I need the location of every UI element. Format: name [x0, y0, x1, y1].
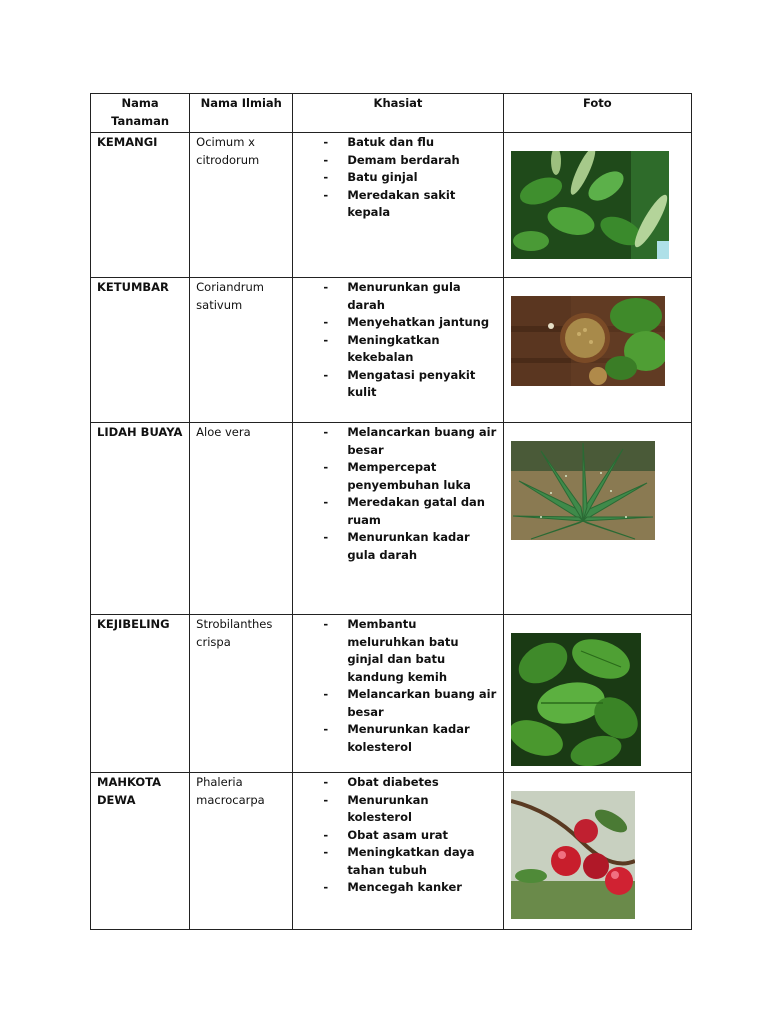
- benefit-item: - Obat diabetes: [323, 774, 496, 792]
- photo-cell: [503, 423, 691, 615]
- table-row: [91, 423, 692, 615]
- kejibeling-leaves-photo: [511, 633, 641, 766]
- coriander-photo: [511, 296, 665, 386]
- benefit-item: - Mempercepat penyembuhan luka: [323, 459, 496, 494]
- table-row: [91, 278, 692, 423]
- benefit-item: - Meningkatkan daya tahan tubuh: [323, 844, 496, 879]
- header-photo: Foto: [503, 94, 691, 133]
- herb-table: [90, 93, 692, 930]
- benefit-item: - Demam berdarah: [323, 152, 496, 170]
- benefits-list: [299, 134, 496, 222]
- benefits-cell: [293, 278, 503, 423]
- aloe-vera-photo: [511, 441, 655, 540]
- photo-cell: [503, 773, 691, 930]
- benefit-item: - Menurunkan kadar kolesterol: [323, 721, 496, 756]
- benefit-item: - Menyehatkan jantung: [323, 314, 496, 332]
- benefit-item: - Menurunkan kadar gula darah: [323, 529, 496, 564]
- benefits-cell: [293, 615, 503, 773]
- benefit-item: - Mengatasi penyakit kulit: [323, 367, 496, 402]
- plant-name: KETUMBAR: [91, 278, 190, 423]
- benefit-item: - Membantu meluruhkan batu ginjal dan batu kandung kemih: [323, 616, 496, 686]
- benefit-item: - Meredakan sakit kepala: [323, 187, 496, 222]
- benefit-item: - Menurunkan kolesterol: [323, 792, 496, 827]
- benefit-item: - Batu ginjal: [323, 169, 496, 187]
- benefits-list: [299, 616, 496, 756]
- scientific-name: Aloe vera: [190, 423, 293, 615]
- benefit-item: - Meredakan gatal dan ruam: [323, 494, 496, 529]
- plant-name: KEJIBELING: [91, 615, 190, 773]
- table-header-row: [91, 94, 692, 133]
- plant-name: KEMANGI: [91, 133, 190, 278]
- benefit-item: - Meningkatkan kekebalan: [323, 332, 496, 367]
- header-benefits: Khasiat: [293, 94, 503, 133]
- benefit-item: - Melancarkan buang air besar: [323, 686, 496, 721]
- table-row: [91, 615, 692, 773]
- mahkota-dewa-fruit-photo: [511, 791, 635, 919]
- benefits-list: [299, 279, 496, 402]
- basil-plant-photo: [511, 151, 669, 259]
- scientific-name: Coriandrum sativum: [190, 278, 293, 423]
- benefit-item: - Obat asam urat: [323, 827, 496, 845]
- photo-cell: [503, 278, 691, 423]
- benefits-cell: [293, 423, 503, 615]
- benefit-item: - Mencegah kanker: [323, 879, 496, 897]
- benefit-item: - Batuk dan flu: [323, 134, 496, 152]
- benefit-item: - Menurunkan gula darah: [323, 279, 496, 314]
- scientific-name: Strobilanthes crispa: [190, 615, 293, 773]
- scientific-name: Phaleria macrocarpa: [190, 773, 293, 930]
- photo-cell: [503, 133, 691, 278]
- benefit-item: - Melancarkan buang air besar: [323, 424, 496, 459]
- benefits-cell: [293, 133, 503, 278]
- scientific-name: Ocimum x citrodorum: [190, 133, 293, 278]
- benefits-cell: [293, 773, 503, 930]
- plant-name: LIDAH BUAYA: [91, 423, 190, 615]
- benefits-list: [299, 774, 496, 897]
- photo-cell: [503, 615, 691, 773]
- table-row: [91, 773, 692, 930]
- benefits-list: [299, 424, 496, 564]
- header-scientific: Nama Ilmiah: [190, 94, 293, 133]
- table-row: [91, 133, 692, 278]
- header-name: Nama Tanaman: [91, 94, 190, 133]
- plant-name: MAHKOTA DEWA: [91, 773, 190, 930]
